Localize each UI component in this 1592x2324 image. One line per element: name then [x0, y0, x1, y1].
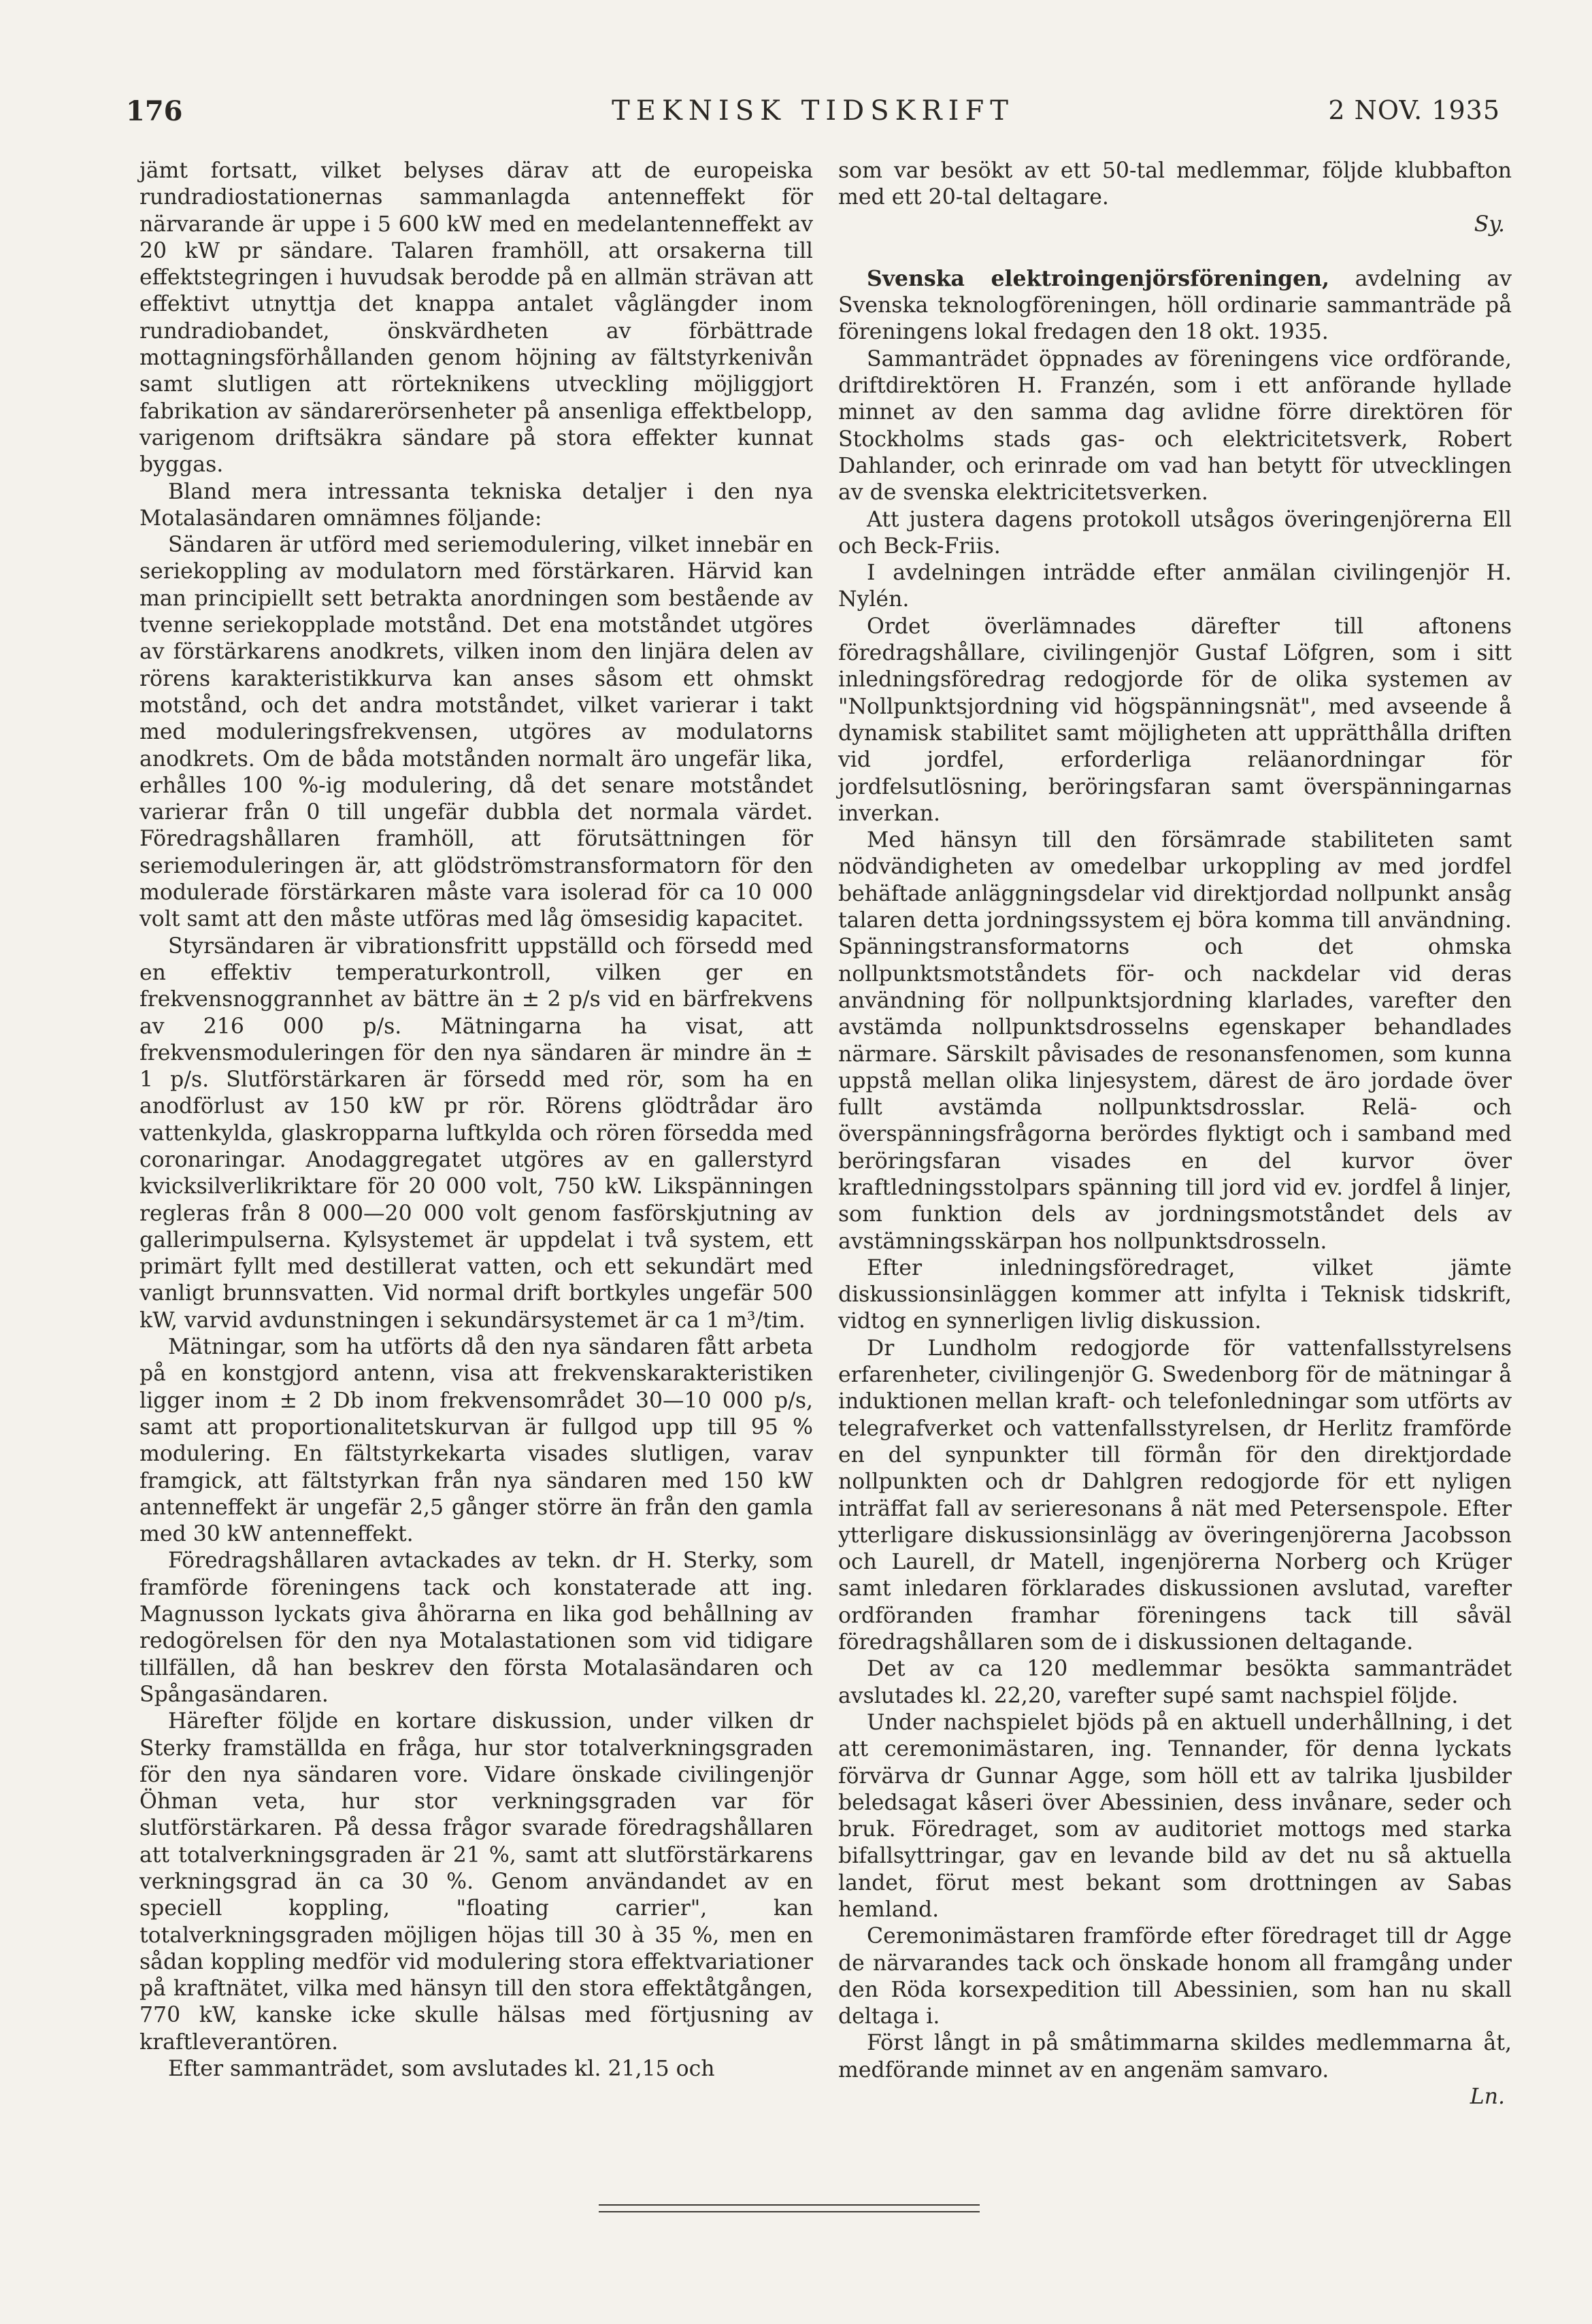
author-signature: Ln.	[1470, 2085, 1505, 2110]
section-intro-paragraph	[838, 265, 1512, 346]
paragraph: Sammanträdet öppnades av föreningens vice ordförande, driftdirektören H. Franzén, som i ett anförande hyllade minnet av den samma dag avlidne förre direktören för Stockholms stads gas- och elektricitetsverk, Robert Dahlander, och erinrade om vad han betytt för utvecklingen av de svenska elektricitetsverken.	[838, 346, 1512, 505]
paragraph: jämt fortsatt, vilket belyses därav att de europeiska rundradiostationernas sammanlagda antenneffekt för närvarande är uppe i 5 600 kW med en medelantenneffekt av 20 kW pr sändare. Talaren framhöll, att orsakerna till effektstegringen i huvudsak berodde på en allmän strävan att effektivt utnyttja det knappa antalet våglängder inom rundradiobandet, önskvärdheten av förbättrade mottagningsförhållanden genom höjning av fältstyrkenivån samt slutligen att rörteknikens utveckling möjliggjort fabrikation av sändarerörsenheter på ansenliga effektbelopp, varigenom driftsäkra sändare på stora effekter kunnat byggas.	[139, 159, 813, 478]
paragraph: Ordet överlämnades därefter till aftonens föredragshållare, civilingenjör Gustaf Löfgren, som i sitt inledningsföredrag redogjorde för de olika systemen av "Nollpunktsjordning vid högspänningsnät", med avseende å dynamisk stabilitet samt möjligheten att upprätthålla driften vid jordfel, erforderliga reläanordningar för jordfelsutlösning, beröringsfaran samt överspänningarnas inverkan.	[838, 614, 1512, 826]
left-column	[139, 158, 813, 2082]
paragraph: Det av ca 120 medlemmar besökta sammanträdet avslutades kl. 22,20, varefter supé samt nachspiel följde.	[838, 1657, 1512, 1708]
paragraph: Mätningar, som ha utförts då den nya sändaren fått arbeta på en konstgjord antenn, visa att frekvenskarakteristiken ligger inom ± 2 Db inom frekvensområdet 30—10 000 p/s, samt att proportionalitetskurvan är fullgod upp till 95 % modulering. En fältstyrkekarta visades slutligen, varav framgick, att fältstyrkan från nya sändaren med 150 kW antenneffekt är ungefär 2,5 gånger större än från den gamla med 30 kW antenneffekt.	[139, 1335, 813, 1547]
paragraph: Härefter följde en kortare diskussion, under vilken dr Sterky framställda en fråga, hur stor totalverkningsgraden för den nya sändaren vore. Vidare önskade civilingenjör Öhman veta, hur stor verkningsgraden var för slutförstärkaren. På dessa frågor svarade föredragshållaren att totalverkningsgraden är 21 %, samt att slutförstärkarens verkningsgrad än ca 30 %. Genom användandet av en speciell koppling, "floating carrier", kan totalverkningsgraden möjligen höjas till 30 à 35 %, men en sådan koppling medför vid modulering stora effektvariationer på kraftnätet, vilka med hänsyn till den stora effektåtgången, 770 kW, kanske icke skulle hälsas med förtjusning av kraftleverantören.	[139, 1709, 813, 2055]
paragraph: Att justera dagens protokoll utsågos överingenjörerna Ell och Beck-Friis.	[838, 507, 1512, 559]
paragraph: Dr Lundholm redogjorde för vattenfallsstyrelsens erfarenheter, civilingenjör G. Swedenborg för de mätningar å induktionen mellan kraft- och telefonledningar som utförts av telegrafverket och vattenfallsstyrelsen, dr Herlitz framförde en del synpunkter till förmån för den direktjordade nollpunkten och dr Dahlgren redogjorde för ett nyligen inträffat fall av serieresonans å nät med Petersenspole. Efter ytterligare diskussionsinlägg av överingenjörerna Jacobsson och Laurell, dr Matell, ingenjörerna Norberg och Krüger samt inledaren förklarades diskussionen avslutad, varefter ordföranden framhar föreningens tack till såväl föredragshållaren som de i diskussionen deltagande.	[838, 1335, 1512, 1655]
page-header	[126, 95, 1500, 136]
right-column	[838, 158, 1512, 2110]
issue-date: 2 NOV. 1935	[1328, 95, 1500, 125]
paragraph: Efter sammanträdet, som avslutades kl. 21,15 och	[168, 2057, 715, 2082]
section-gap	[838, 238, 1512, 265]
paragraph: I avdelningen inträdde efter anmälan civilingenjör H. Nylén.	[838, 561, 1512, 612]
paragraph: Ceremonimästaren framförde efter föredraget till dr Agge de närvarandes tack och önskade honom all framgång under den Röda korsexpedition till Abessinien, som han nu skall deltaga i.	[838, 1924, 1512, 2029]
journal-title: TEKNISK TIDSKRIFT	[612, 95, 1014, 127]
paragraph: Med hänsyn till den försämrade stabiliteten samt nödvändigheten av omedelbar urkoppling av med jordfel behäftade anläggningsdelar vid direktjordad nollpunkt ansåg talaren detta jordningssystem ej böra komma till användning. Spänningstransformatorns och det ohmska nollpunktsmotståndets för- och nackdelar vid deras användning för nollpunktsjordning klarlades, varefter den avstämda nollpunktsdrosselns egenskaper behandlades närmare. Särskilt påvisades de resonansfenomen, som kunna uppstå mellan olika linjesystem, därest de äro jordade över fullt avstämda nollpunktsdrosslar. Relä- och överspänningsfrågorna berördes flyktigt och i samband med beröringsfaran visades en del kurvor över kraftledningsstolpars spänning till jord vid ev. jordfel å linjer, som funktion dels av jordningsmotståndet dels av avstämningsskärpan hos nollpunktsdrosseln.	[838, 828, 1512, 1254]
page-number: 176	[126, 95, 183, 127]
paragraph: Föredragshållaren avtackades av tekn. dr H. Sterky, som framförde föreningens tack och konstaterade att ing. Magnusson lyckats giva åhörarna en lika god behållning av redogörelsen för den nya Motalastationen som vid tidigare tillfällen, då han beskrev den första Motalasändaren och Spångasändaren.	[139, 1548, 813, 1707]
paragraph: Under nachspielet bjöds på en aktuell underhållning, i det att ceremonimästaren, ing. Tennander, för denna lyckats förvärva dr Gunnar Agge, som höll ett av talrika ljusbilder beledsagat kåseri över Abessinien, dess invånare, seder och bruk. Föredraget, som av auditoriet mottogs med starka bifallsyttringar, gav en levande bild av det nu så aktuella landet, förut mest bekant som drottningen av Sabas hemland.	[838, 1710, 1512, 1922]
paragraph-continuation: som var besökt av ett 50-tal medlemmar, följde klubbafton med ett 20-tal deltagare.	[838, 159, 1512, 210]
paragraph: Bland mera intressanta tekniska detaljer i den nya Motalasändaren omnämnes följande:	[139, 479, 813, 531]
author-signature: Sy.	[1474, 212, 1505, 237]
section-intro: avdelning av Svenska teknologföreningen, höll ordinarie sammanträde på föreningens lokal fredagen den 18 okt. 1935.	[838, 266, 1512, 345]
paragraph: Styrsändaren är vibrationsfritt uppställd och försedd med en effektiv temperaturkontroll, vilken ger en frekvensnoggrannhet av bättre än ± 2 p/s vid en bärfrekvens av 216 000 p/s. Mätningarna ha visat, att frekvensmoduleringen för den nya sändaren är mindre än ± 1 p/s. Slutförstärkaren är försedd med rör, som ha en anodförlust av 150 kW pr rör. Rörens glödtrådar äro vattenkylda, glaskropparna luftkylda och rören försedda med coronaringar. Anodaggregatet utgöres av en gallerstyrd kvicksilverlikriktare för 20 000 volt, 750 kW. Likspänningen regleras från 8 000—20 000 volt genom fasförskjutning av gallerimpulserna. Kylsystemet är uppdelat i två system, ett primärt fyllt med destillerat vatten, och ett sekundärt med vanligt brunnsvatten. Vid normal drift bortkyles ungefär 500 kW, varvid avdunstningen i sekundärsystemet är ca 1 m³/tim.	[139, 933, 813, 1333]
section-heading: Svenska elektroingenjörsföreningen,	[867, 265, 1329, 291]
paragraph: Efter inledningsföredraget, vilket jämte diskussionsinläggen kommer att infylta i Teknisk tidskrift, vidtog en synnerligen livlig diskussion.	[838, 1255, 1512, 1334]
paragraph: Först långt in på småtimmarna skildes medlemmarna åt, medförande minnet av en angenäm samvaro.	[838, 2031, 1512, 2082]
footer-double-rule	[599, 2204, 980, 2212]
paragraph: Sändaren är utförd med seriemodulering, vilket innebär en seriekoppling av modulatorn med förstärkaren. Härvid kan man principiellt sett betrakta anordningen som bestående av tvenne seriekopplade motstånd. Det ena motståndet utgöres av förstärkarens anodkrets, vilken inom den linjära delen av rörens karakteristikkurva kan anses såsom ett ohmskt motstånd, och det andra motståndet, vilket varierar i takt med moduleringsfrekvensen, utgöres av modulatorns anodkrets. Om de båda motstånden normalt äro ungefär lika, erhålles 100 %-ig modulering, då det senare motståndet varierar från 0 till ungefär dubbla det normala värdet. Föredragshållaren framhöll, att förutsättningen för seriemoduleringen är, att glödströmstransformatorn för den modulerade förstärkaren måste vara isolerad för ca 10 000 volt samt att den måste utföras med låg ömsesidig kapacitet.	[139, 533, 813, 932]
